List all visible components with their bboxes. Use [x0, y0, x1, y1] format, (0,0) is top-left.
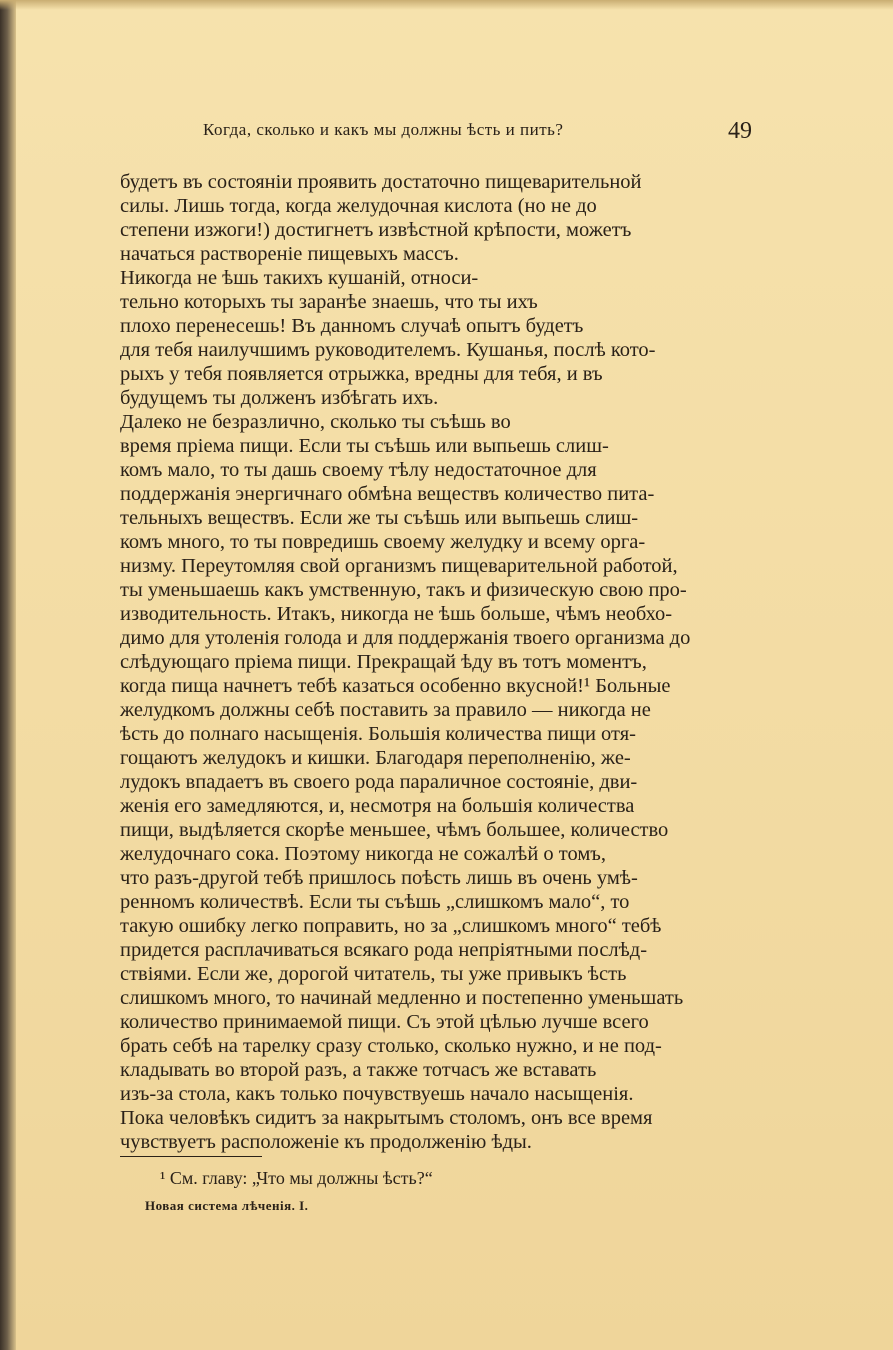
footnote-divider [120, 1156, 262, 1157]
footnote: ¹ См. главу: „Что мы должны ѣсть?“ [160, 1168, 433, 1188]
page-number: 49 [728, 118, 752, 144]
page-edge-shadow [0, 0, 16, 1350]
page-top-shadow [0, 0, 893, 10]
signature-line: Новая система лѣченія. I. [145, 1198, 309, 1213]
body-text: будетъ въ состояніи проявить достаточно пищеварительной силы. Лишь тогда, когда желудочная кислота (но не до степени изжоги!) достигнетъ извѣстной крѣпости, можетъ начаться раствореніе пищевыхъ массъ. Никогда не ѣшь такихъ кушаній, относи- тельно которыхъ ты заранѣе знаешь, что ты ихъ плохо перенесешь! Въ данномъ случаѣ опытъ будетъ для тебя наилучшимъ руководителемъ. Кушанья, послѣ кото- рыхъ у тебя появляется отрыжка, вредны для тебя, и въ будущемъ ты долженъ избѣгать ихъ. Далеко не безразлично, сколько ты съѣшь во время пріема пищи. Если ты съѣшь или выпьешь слиш- комъ мало, то ты дашь своему тѣлу недостаточное для поддержанія энергичнаго обмѣна веществъ количество пита- тельныхъ веществъ. Если же ты съѣшь или выпьешь слиш- комъ много, то ты повредишь своему желудку и всему орга- низму. Переутомляя свой организмъ пищеварительной работой, ты уменьшаешь какъ умственную, такъ и физическую свою про- изводительность. Итакъ, никогда не ѣшь больше, чѣмъ необхо- димо для утоленія голода и для поддержанія твоего организма до слѣдующаго пріема пищи. Прекращай ѣду въ тотъ моментъ, когда пища начнетъ тебѣ казаться особенно вкусной!¹ Больные желудкомъ должны себѣ поставить за правило — никогда не ѣсть до полнаго насыщенія. Большія количества пищи отя- гощаютъ желудокъ и кишки. Благодаря переполненію, же- лудокъ впадаетъ въ своего рода параличное состояніе, дви- женія его замедляются, и, несмотря на большія количества пищи, выдѣляется скорѣе меньшее, чѣмъ большее, количество желудочнаго сока. Поэтому никогда не сожалѣй о томъ, что разъ-другой тебѣ пришлось поѣсть лишь въ очень умѣ- ренномъ количествѣ. Если ты съѣшь „слишкомъ мало“, то такую ошибку легко поправить, но за „слишкомъ много“ тебѣ придется расплачиваться всякаго рода непріятными послѣд- ствіями. Если же, дорогой читатель, ты уже привыкъ ѣсть слишкомъ много, то начинай медленно и постепенно уменьшать количество принимаемой пищи. Съ этой цѣлью лучше всего брать себѣ на тарелку сразу столько, сколько нужно, и не под- кладывать во второй разъ, а также тотчасъ же вставать изъ-за стола, какъ только почувствуешь начало насыщенія. Пока человѣкъ сидитъ за накрытымъ столомъ, онъ все время чувствуетъ расположеніе къ продолженію ѣды. [120, 171, 691, 1153]
running-head: Когда, сколько и какъ мы должны ѣсть и пить? [203, 120, 564, 139]
